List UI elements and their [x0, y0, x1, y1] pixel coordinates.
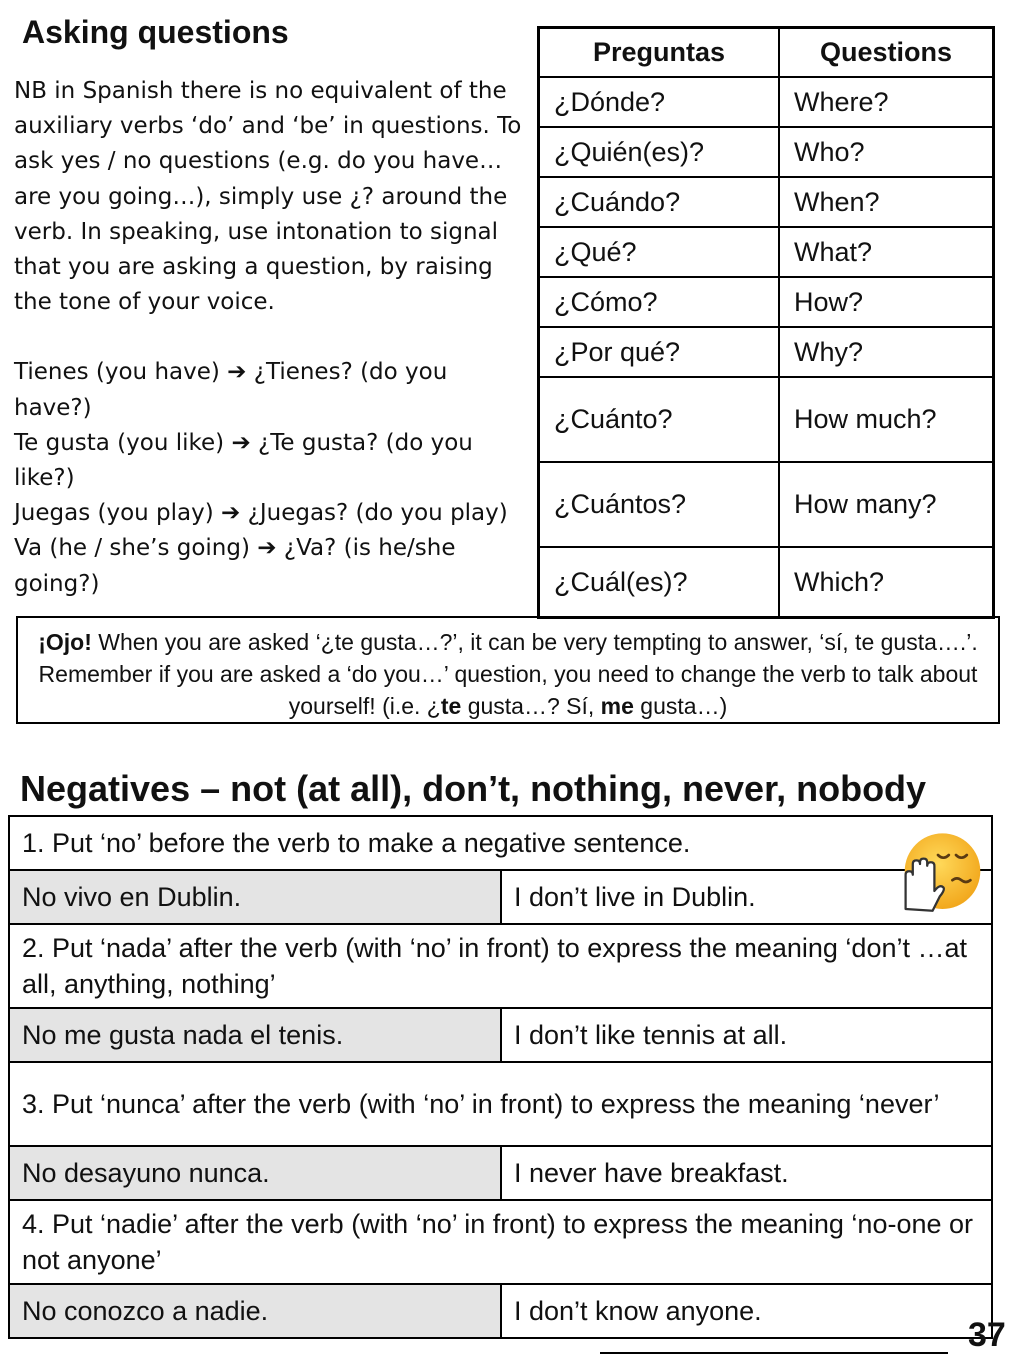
example-after: ¿Va? (is he/she going?) [14, 535, 456, 597]
table-row [539, 327, 994, 377]
english-cell: How? [779, 277, 994, 327]
table-row [539, 127, 994, 177]
spanish-cell: ¿Qué? [539, 227, 780, 277]
negatives-table [8, 815, 993, 1339]
table-row [539, 177, 994, 227]
ojo-bold-te: te [440, 693, 462, 719]
table-row [539, 377, 994, 462]
example-row [9, 1008, 992, 1062]
english-cell: Why? [779, 327, 994, 377]
spanish-cell: ¿Por qué? [539, 327, 780, 377]
header-questions: Questions [779, 28, 994, 78]
asking-questions-title: Asking questions [22, 14, 289, 50]
english-cell: Which? [779, 547, 994, 618]
intro-note: NB in Spanish there is no equivalent of the auxiliary verbs ‘do’ and ‘be’ in questions. To ask yes / no questions (e.g. do you have… are you going…), simply use ¿? around the verb. In speaking, use intonation to signal that you are asking a question, by raising the tone of your voice. [14, 78, 522, 316]
example-row [9, 1284, 992, 1338]
example-row [9, 1146, 992, 1200]
ojo-bold-me: me [600, 693, 634, 719]
english-cell: When? [779, 177, 994, 227]
ojo-tip-box [16, 616, 1000, 724]
example-after: ¿Juegas? (do you play) [247, 500, 508, 527]
example-before: Tienes (you have) [14, 359, 220, 386]
table-row [539, 227, 994, 277]
rule-text: 3. Put ‘nunca’ after the verb (with ‘no’ in front) to express the meaning ‘never’ [9, 1062, 992, 1146]
spanish-example: No me gusta nada el tenis. [9, 1008, 501, 1062]
page-number: 37 [968, 1316, 1006, 1354]
spanish-cell: ¿Cuál(es)? [539, 547, 780, 618]
example-row [9, 870, 992, 924]
table-row [539, 77, 994, 127]
english-cell: What? [779, 227, 994, 277]
spanish-cell: ¿Cuándo? [539, 177, 780, 227]
rule-row [9, 924, 992, 1008]
rule-text: 4. Put ‘nadie’ after the verb (with ‘no’ in front) to express the meaning ‘no-one or not anyone’ [9, 1200, 992, 1284]
intro-text [14, 74, 529, 602]
ojo-text: gusta…? Sí, [461, 693, 601, 719]
arrow-right-icon: ➔ [221, 500, 241, 527]
english-cell: How much? [779, 377, 994, 462]
arrow-right-icon: ➔ [257, 535, 277, 562]
rule-row [9, 1200, 992, 1284]
rule-row [9, 1062, 992, 1146]
example-after: ¿Te gusta? (do you like?) [14, 429, 473, 492]
example-3 [14, 496, 529, 531]
english-cell: Who? [779, 127, 994, 177]
spanish-cell: ¿Cómo? [539, 277, 780, 327]
example-2 [14, 426, 529, 496]
table-row [539, 547, 994, 618]
english-example: I don’t live in Dublin. [501, 870, 992, 924]
example-before: Va (he / she’s going) [14, 535, 250, 562]
ojo-text: gusta…) [633, 693, 728, 719]
table-header-row [539, 28, 994, 78]
spanish-example: No vivo en Dublin. [9, 870, 501, 924]
example-1 [14, 355, 529, 425]
header-preguntas: Preguntas [539, 28, 780, 78]
negatives-title: Negatives – not (at all), don’t, nothing, never, nobody [20, 768, 927, 809]
table-row [539, 462, 994, 547]
ojo-text: When you are asked ‘¿te gusta…?’, it can be very tempting to answer, ‘sí, te gusta….’. Remember if you are asked a ‘do you…’ question, you need to change the verb to talk about yourself! (i.e. ¿ [38, 629, 978, 719]
arrow-right-icon: ➔ [231, 429, 251, 456]
spanish-cell: ¿Quién(es)? [539, 127, 780, 177]
rule-row [9, 816, 992, 870]
face-with-raised-hand-icon [893, 828, 983, 918]
arrow-right-icon: ➔ [227, 359, 247, 386]
spanish-cell: ¿Dónde? [539, 77, 780, 127]
english-cell: Where? [779, 77, 994, 127]
question-words-table [537, 26, 995, 619]
table-row [539, 277, 994, 327]
rule-text: 2. Put ‘nada’ after the verb (with ‘no’ in front) to express the meaning ‘don’t …at all, anything, nothing’ [9, 924, 992, 1008]
english-example: I never have breakfast. [501, 1146, 992, 1200]
spanish-example: No desayuno nunca. [9, 1146, 501, 1200]
footer-divider [600, 1352, 948, 1354]
example-before: Te gusta (you like) [14, 429, 225, 456]
example-before: Juegas (you play) [14, 500, 214, 527]
spanish-example: No conozco a nadie. [9, 1284, 501, 1338]
spanish-cell: ¿Cuánto? [539, 377, 780, 462]
spanish-cell: ¿Cuántos? [539, 462, 780, 547]
example-4 [14, 531, 529, 601]
english-example: I don’t know anyone. [501, 1284, 992, 1338]
english-example: I don’t like tennis at all. [501, 1008, 992, 1062]
rule-text: 1. Put ‘no’ before the verb to make a negative sentence. [9, 816, 992, 870]
example-after: ¿Tienes? (do you have?) [14, 359, 448, 421]
ojo-label: ¡Ojo! [38, 629, 92, 655]
english-cell: How many? [779, 462, 994, 547]
